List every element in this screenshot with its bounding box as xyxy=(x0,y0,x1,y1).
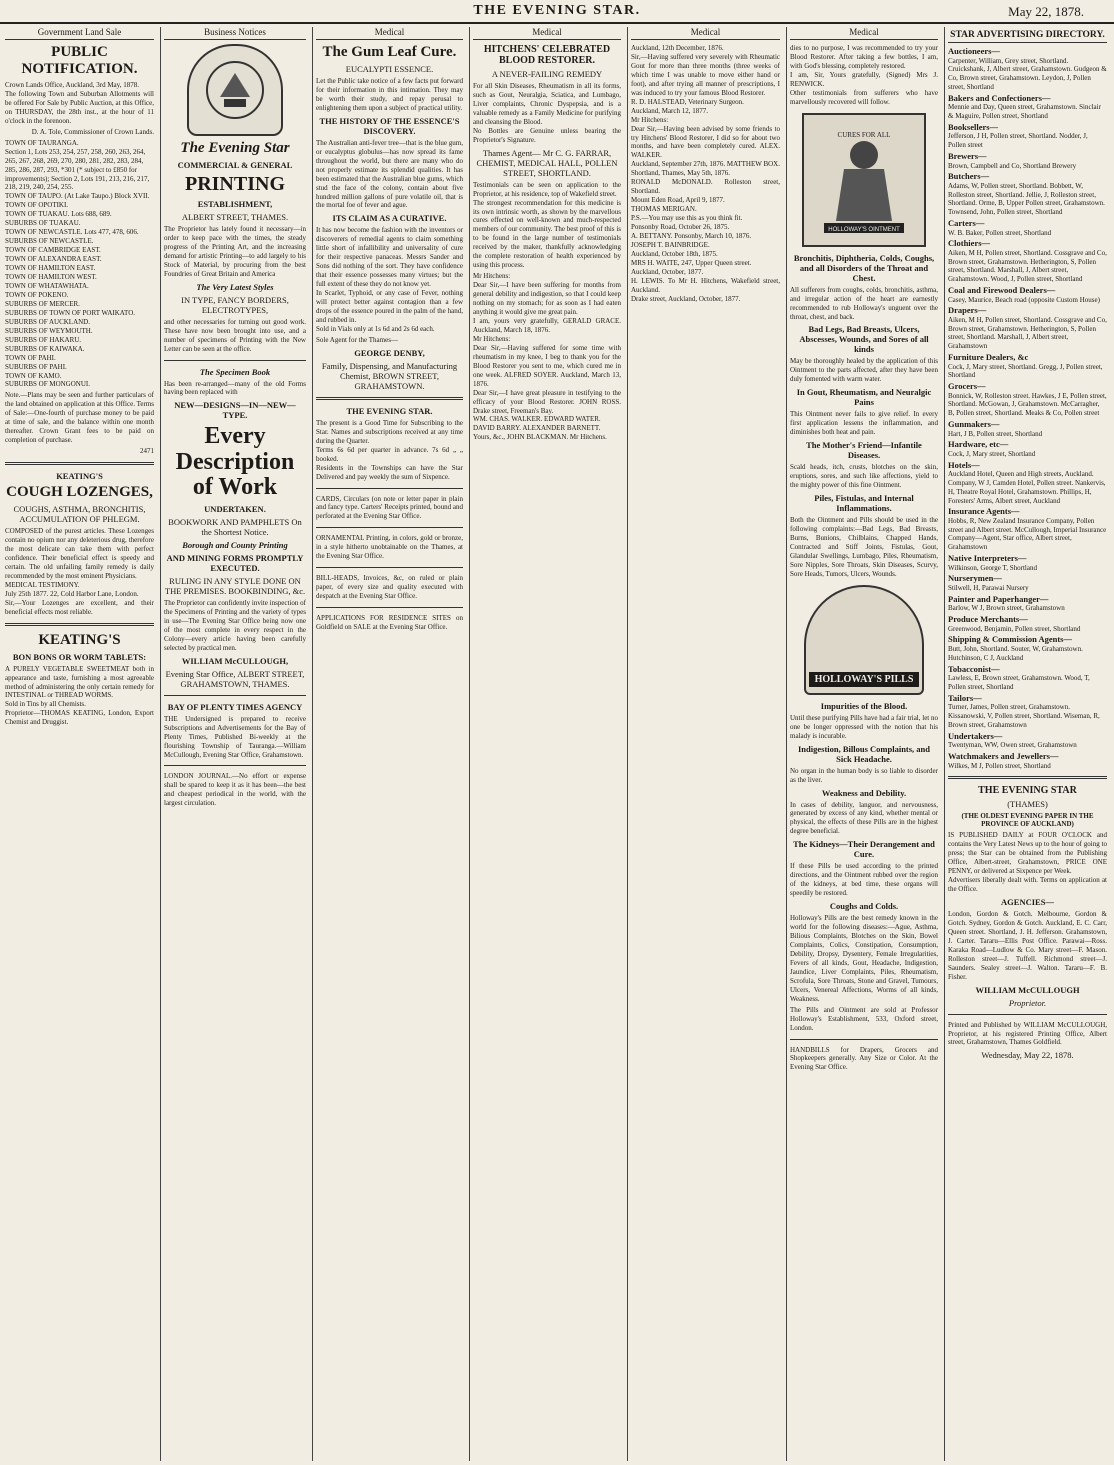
claim-heading: ITS CLAIM AS A CURATIVE. xyxy=(332,213,447,224)
sole-agent-address: Family, Dispensing, and Manufacturing Chemist, BROWN STREET, GRAHAMSTOWN. xyxy=(321,360,458,391)
ornamental-ad: ORNAMENTAL Printing, in colors, gold or bronze, in a style hitherto unobtainable on the Thames, at the Evening Star Office. xyxy=(316,534,463,561)
piles-body: Both the Ointment and Pills should be used in the following complaints:—Bad Legs, Bad Breasts, Burns, Bunions, Chilblains, Chapped Hands, Contracted and Stiff Joints, Fistulas, Gout, Glandular Swellings, Lumbago, Piles, Rheumatism, Sore Nipples, Sore Throats, Skin Diseases, Scurvy, Sore Heads, Tumors, Ulcers, Wounds. xyxy=(790,516,938,578)
directory-items: Jefferson, J H, Pollen street, Shortland. Nodder, J, Pollen street xyxy=(948,132,1088,150)
directory-entry xyxy=(948,439,1107,458)
directory-items: Lawless, E, Brown street, Grahamstown. Wood, T, Pollen street, Shortland xyxy=(948,674,1090,691)
keating-bonbons-body: A PURELY VEGETABLE SWEETMEAT both in appearance and taste, furnishing a most agreeable method of administering the only certain remedy for INTESTINAL or THREAD WORMS. Sold in Tins by all Chemists. Proprietor—THOMAS KEATING, London, Export Chemist and Druggist. xyxy=(5,664,154,727)
column-medical-testimonials xyxy=(627,27,783,1461)
directory-entry xyxy=(948,506,1107,552)
directory-list xyxy=(948,46,1107,770)
latest-styles-sub: IN TYPE, FANCY BORDERS, ELECTROTYPES, xyxy=(181,294,289,315)
column-government-land-sale xyxy=(2,27,157,1461)
directory-items: Turner, James, Pollen street, Grahamstown. Kissanowski, V, Pollen street, Shortland. Wiseman, R, Brown street, Grahamstown xyxy=(948,703,1100,729)
new-designs-line: NEW—DESIGNS—IN—NEW—TYPE. xyxy=(174,400,296,421)
directory-items: Cock, J, Mary street, Shortland. Gregg, J, Pollen street, Shortland xyxy=(948,362,1103,380)
column-header: Government Land Sale xyxy=(5,27,154,40)
directory-category: Butchers— xyxy=(948,171,990,182)
directory-items: Mennie and Day, Queen street, Grahamstown. Sinclair & Maguire, Pollen street, Shortland xyxy=(948,103,1101,120)
london-journal-ad: LONDON JOURNAL.—No effort or expense shall be spared to keep it as it has been—the best and cheapest periodical in the world, with the largest circulation. xyxy=(164,772,306,808)
divider xyxy=(5,462,154,465)
directory-entry xyxy=(948,460,1107,506)
directory-entry xyxy=(948,731,1107,750)
printing-title-2: PRINTING xyxy=(184,173,285,195)
divider xyxy=(316,527,463,528)
gum-leaf-title: The Gum Leaf Cure. xyxy=(322,44,457,60)
directory-category: Carters— xyxy=(948,217,985,228)
directory-items: Butt, John, Shortland. Souter, W, Grahamstown. Hutchinson, C J, Auckland xyxy=(948,645,1083,662)
holloway-pills-illustration xyxy=(804,585,924,695)
directory-category: Furniture Dealers, &c xyxy=(948,351,1029,362)
hitchens-body: Testimonials can be seen on application to the Proprietor, at his residence, top of Wakefield street. The strongest recommendation for this medicine is its own intrinsic worth, as shown by the marvellous cures effected on well-known and much-respected members of our community. The best proof of this is to be found in the large number of testimonials received by the maker, thankfully acknowledging the complete restoration of health experienced by using this process. xyxy=(473,180,621,270)
billheads-ad: BILL-HEADS, Invoices, &c, on ruled or plain paper, of every size and quality executed with despatch at the Evening Star Office. xyxy=(316,574,463,601)
holloway-sold-at: The Pills and Ointment are sold at Professor Holloway's Establishment, 533, Oxford street, London. xyxy=(790,1005,938,1032)
directory-items: Wilkes, M J, Pollen street, Shortland xyxy=(948,761,1051,770)
newspaper-title: THE EVENING STAR. xyxy=(473,3,641,18)
agencies-heading: AGENCIES— xyxy=(1001,896,1054,907)
column-header: Medical xyxy=(790,27,938,40)
hitchens-subtitle: A NEVER-FAILING REMEDY xyxy=(491,69,603,79)
directory-entry xyxy=(948,751,1107,770)
masthead xyxy=(0,0,1114,24)
directory-entry xyxy=(948,664,1107,692)
weakness-body: In cases of debility, languor, and nervousness, generated by excess of any kind, whether mental or physical, the effects of these Pills are in the highest degree beneficial. xyxy=(790,800,938,836)
directory-items: Hart, J B, Pollen street, Shortland xyxy=(948,429,1043,438)
evening-star-subscription-heading: THE EVENING STAR. xyxy=(346,405,433,416)
royal-crest-icon xyxy=(187,44,283,136)
directory-category: Auctioneers— xyxy=(948,46,1000,56)
land-sale-listing: TOWN OF TAURANGA. Section 1, Lots 253, 254, 257, 258, 260, 263, 264, 265, 267, 268, 269, 270, 280, 281, 282, 283, 284, 285, 286, 287, 293, *301 (* subject to £850 for improvements); Section 2, Lots 191, 213, 216, 217, 218, 219, 240, 254, 255. TOWN OF TAUPO. (At Lake Taupo.) Block XVII. TOWN OF OPOTIKI. TOWN OF TUAKAU. Lots 688, 689. SUBURBS OF TUAKAU. TOWN OF NEWCASTLE. Lots 477, 478, 606. SUBURBS OF NEWCASTLE. TOWN OF CAMBRIDGE EAST. TOWN OF ALEXANDRA EAST. TOWN OF HAMILTON EAST. TOWN OF HAMILTON WEST. TOWN OF WHATAWHATA. TOWN OF POKENO. SUBURBS OF MERCER. SUBURBS OF TOWN OF PORT WAIKATO. SUBURBS OF AUCKLAND. SUBURBS OF WEYMOUTH. SUBURBS OF HAKARU. SUBURBS OF KAIWAKA. TOWN OF PAHI. SUBURBS OF PAHI. TOWN OF KAMO. SUBURBS OF MONGONUI. xyxy=(5,138,150,389)
directory-category: Drapers— xyxy=(948,305,987,316)
divider xyxy=(316,607,463,608)
printing-body-3: The Proprietor can confidently invite inspection of the Specimens of Printing and the variety of types in use—The Evening Star Office being now one of the most complete in every respect in the Colony—every article having been carefully selected by practical men. xyxy=(164,599,306,652)
gout-heading: In Gout, Rheumatism, and Neuralgic Pains xyxy=(796,387,932,408)
directory-items: Barlow, W J, Brown street, Grahamstown xyxy=(948,604,1065,613)
directory-entry xyxy=(948,352,1107,380)
issue-date: May 22, 1878. xyxy=(1008,4,1084,19)
handbills-ad: HANDBILLS for Drapers, Grocers and Shopkeepers generally. Any Size or Color. At the Evening Star Office. xyxy=(790,1045,938,1072)
evening-star-heading: THE EVENING STAR xyxy=(978,785,1077,797)
directory-items: Adams, W, Pollen street, Shortland. Bobbett, W, Rolleston street, Shortland. Jellie, J, Rolleston street, Shortland. Orme, B, Upper Pollen street, Grahamstown. Townsend, John, Pollen street, Shortland xyxy=(948,181,1105,217)
directory-entry xyxy=(948,693,1107,730)
weakness-heading: Weakness and Debility. xyxy=(821,787,907,798)
directory-entry xyxy=(948,573,1107,592)
directory-items: Wilkinson, George T, Shortland xyxy=(948,563,1037,572)
directory-items: Carpenter, William, Grey street, Shortland. Cruickshank, J, Albert street, Grahamstown. Gudgeon & Co, Brown street, Grahamstown. Leydon, J, Pollen street, Shortland xyxy=(948,56,1107,91)
keating-body: COMPOSED of the purest articles. These Lozenges contain no opium nor any deleterious drug, therefore the most delicate can take them with perfect confidence. Their beneficial effect is speedy and certain. The old unfailing family remedy is daily recommended by the most eminent Physicians. MEDICAL TESTIMONY. July 25th 1877. 22, Cold Harbor Lane, London. Sir,—Your Lozenges are excellent, and their beneficial effects most reliable. xyxy=(5,527,154,616)
notice-signature: D. A. Tole, Commissioner of Crown Lands. xyxy=(31,127,154,136)
divider xyxy=(790,1039,938,1040)
directory-entry xyxy=(948,218,1107,237)
directory-items: Stilwell, H, Parawai Nursery xyxy=(948,583,1029,592)
directory-items: W. B. Baker, Pollen street, Shortland xyxy=(948,228,1052,237)
printing-title-1: COMMERCIAL & GENERAL xyxy=(177,160,293,170)
mining-forms-line: AND MINING FORMS PROMPTLY EXECUTED. xyxy=(166,553,304,573)
directory-category: Nurserymen— xyxy=(948,573,1002,584)
printing-address: ALBERT STREET, THAMES. xyxy=(181,212,289,222)
evening-star-oldest: (THE OLDEST EVENING PAPER IN THE PROVINCE OF AUCKLAND) xyxy=(961,812,1094,829)
borough-printing-heading: Borough and County Printing xyxy=(182,540,288,550)
divider xyxy=(948,776,1107,779)
coughs-heading: Coughs and Colds. xyxy=(829,901,899,912)
impurities-body: Until these purifying Pills have had a fair trial, let no one be longer oppressed with the notion that his malady is incurable. xyxy=(790,713,938,740)
indigestion-body: No organ in the human body is so liable to disorder as the liver. xyxy=(790,766,938,784)
directory-category: Tobacconist— xyxy=(948,663,1000,674)
directory-entry xyxy=(948,553,1107,572)
column-header: Medical xyxy=(631,27,780,40)
column-medical-holloway xyxy=(786,27,941,1461)
ruling-line: RULING IN ANY STYLE DONE ON THE PREMISES. BOOKBINDING, &c. xyxy=(164,576,306,596)
column-header: Medical xyxy=(473,27,621,40)
directory-entry xyxy=(948,419,1107,438)
directory-category: Insurance Agents— xyxy=(948,506,1020,517)
directory-items: Aiken, M H, Pollen street, Shortland. Cossgrave and Co, Brown street, Grahamstown. Hetherington, S, Pollen street, Shortland. Marshall, J, Albert street, Grahamstown xyxy=(948,315,1107,351)
column-header: Business Notices xyxy=(164,27,306,40)
undertaken-line: UNDERTAKEN. xyxy=(204,504,266,514)
keating-subtitle: COUGHS, ASTHMA, BRONCHITIS, ACCUMULATION OF PHLEGM. xyxy=(13,504,146,525)
directory-items: Casey, Maurice, Beach road (opposite Custom House) xyxy=(948,295,1100,304)
directory-entry xyxy=(948,305,1107,351)
hitchens-title: HITCHENS' CELEBRATED BLOOD RESTORER. xyxy=(483,44,611,66)
hitchens-agent: Thames Agent— Mr C. G. FARRAR, CHEMIST, MEDICAL HALL, POLLEN STREET, SHORTLAND. xyxy=(476,147,618,178)
hitchens-testimonials: Mr Hitchens: Dear Sir,—I have been suffering for months from general debility and indigestion, so that I could keep nothing on my stomach; for as soon as I had eaten anything it would give me great pain. I am, yours very gratefully, GERALD GRACE. Auckland, March 18, 1876. Mr Hitchens: Dear Sir,—Having suffered for some time with rheumatism in my knee, I beg to thank you for the Blood Restorer you sent to me, which cured me in one week. ALFRED SOYER. Auckland, March 13, 1876. Dear Sir,—I have great pleasure in testifying to the efficacy of your Blood Restorer. JOHN ROSS. Drake street, Freeman's Bay. WM. CHAS. WALKER. EDWARD WATER. DAVID BARRY. ALEXANDER BARNETT. Yours, &c., JOHN BLACKMAN. Mr Hitchens. xyxy=(473,272,621,442)
directory-items: Twentyman, WW, Owen street, Grahamstown xyxy=(948,741,1077,750)
directory-entry xyxy=(948,634,1107,662)
divider xyxy=(164,360,306,361)
evening-star-subscription-body: The present is a Good Time for Subscribing to the Star. Names and subscriptions received at any time during the Quarter. Terms 6s 6d per quarter in advance. 7s 6d „ „ booked. Residents in the Townships can have the Star Delivered and pay weekly the sum of Sixpence. xyxy=(316,418,463,481)
column-advertising-directory xyxy=(944,27,1110,1461)
agencies-list: London, Gordon & Gotch. Melbourne, Gordon & Gotch. Sydney, Gordon & Gotch. Auckland, E. C. Carr, Queen street. Shortland, J. H. Jefferson. Grahamstown, J. Carter. Tararu—Ellis Post Office. Parawai—Ross. Karaka Road—Ludlow & Co. Mary street—F. Mason. Rolleston street—J. Tuffell. Richmond street—J. Saunders. Sealey street—J. Walton. Tararu—F. B. Fisher. xyxy=(948,909,1107,981)
directory-entry xyxy=(948,594,1107,613)
directory-entry xyxy=(948,151,1107,170)
directory-category: Gunmakers— xyxy=(948,418,1000,429)
directory-items: Aiken, M H, Pollen street, Shortland. Cossgrave and Co, Brown street, Grahamstown. Hetherington, S, Pollen street, Shortland. Marshall, J, Albert street, Grahamstown. Wood, J, Pollen street, Shortland xyxy=(948,248,1107,284)
sole-agent-label: Sole Agent for the Thames— xyxy=(316,335,398,344)
svg-text:HOLLOWAY'S OINTMENT: HOLLOWAY'S OINTMENT xyxy=(828,226,900,233)
gout-body: This Ointment never fails to give relief. In every first application lessens the inflammation, and diminishes both heat and pain. xyxy=(790,410,938,437)
column-medical-gum-leaf xyxy=(312,27,466,1461)
directory-title: STAR ADVERTISING DIRECTORY. xyxy=(948,30,1107,43)
directory-category: Brewers— xyxy=(948,150,987,161)
directory-category: Hotels— xyxy=(948,459,980,470)
bad-legs-heading: Bad Legs, Bad Breasts, Ulcers, Abscesses, Wounds, and Sores of all kinds xyxy=(799,324,929,355)
directory-category: Undertakers— xyxy=(948,730,1003,741)
keating-bonbons-subtitle: BON BONS OR WORM TABLETS: xyxy=(12,651,147,662)
directory-entry xyxy=(948,46,1107,92)
svg-text:CURES FOR ALL: CURES FOR ALL xyxy=(837,130,891,139)
latest-styles-heading: The Very Latest Styles xyxy=(196,281,274,292)
keating-heading: KEATING'S xyxy=(56,471,103,482)
bad-legs-body: May be thoroughly healed by the application of this Ointment to the parts affected, after they have been duly fomented with warm water. xyxy=(790,357,938,384)
impurities-heading: Impurities of the Blood. xyxy=(820,700,908,711)
proprietor-title: Proprietor. xyxy=(1008,997,1047,1008)
directory-entry xyxy=(948,171,1107,217)
proprietor-name: WILLIAM McCULLOUGH xyxy=(975,984,1080,995)
proprietor-name: WILLIAM McCULLOUGH, xyxy=(181,655,289,666)
divider xyxy=(948,1014,1107,1015)
directory-items: Hobbs, R, New Zealand Insurance Company, Pollen street and Albert street. McCullough, Imperial Insurance Company—Agent, Star office, Albert street, Grahamstown xyxy=(948,516,1107,552)
directory-category: Grocers— xyxy=(948,381,986,391)
directory-entry xyxy=(948,614,1107,633)
directory-entry xyxy=(948,238,1107,284)
gum-leaf-intro: Let the Public take notice of a few facts put forward for their information in this intimation. They may be worth their study, and repay perusal to enlightening them upon a subject of practical utility. xyxy=(316,77,463,112)
evening-star-publication-info: IS PUBLISHED DAILY at FOUR O'CLOCK and contains the Very Latest News up to the hour of going to press; the Star can be obtained from the Publishing Office, Albert-street, Grahamstown, PRICE ONE PENNY, or delivered at Sixpence per Week. Advertisers liberally dealt with. Terms on application at the Office. xyxy=(948,831,1107,893)
printing-body: The Proprietor has lately found it necessary—in order to keep pace with the times, the steady progress of the Printing Art, and the increasing demand for artistic Printing—to add largely to his Stock of Material, by procuring from the best Foundries of Great Britain and America xyxy=(164,225,306,278)
history-body: The Australian anti-fever tree—that is the blue gum, or eucalyptus globulus—has now spread its fame throughout the world, but there are many who do not properly estimate its splendid qualities. It has been estimated that the Australian blue gums, which stud the face of the colony, contain about five hundred million gallons of pure volatile oil, that is the mortal foe of fever and ague. xyxy=(316,138,463,210)
divider xyxy=(164,695,306,696)
directory-category: Produce Merchants— xyxy=(948,614,1028,624)
directory-category: Painter and Paperhanger— xyxy=(948,593,1049,604)
holloway-pills-banner: HOLLOWAY'S PILLS xyxy=(809,672,920,687)
column-medical-hitchens xyxy=(469,27,624,1461)
cards-ad: CARDS, Circulars (on note or letter paper in plain and fancy type. Carters' Receipts printed, bound and perforated at the Evening Star Office. xyxy=(316,494,463,521)
directory-category: Bakers and Confectioners— xyxy=(948,92,1051,103)
holloway-ointment-illustration xyxy=(802,113,926,247)
directory-category: Shipping & Commission Agents— xyxy=(948,634,1072,645)
directory-entry xyxy=(948,122,1107,150)
printing-body-2: and other necessaries for turning out good work. These have now been brought into use, and a number of specimens of Printing with the New Letter can be seen at the office. xyxy=(164,317,306,353)
testimonial-letters: Auckland, 12th December, 1876. Sir,—Having suffered very severely with Rheumatic Gout for more than three months (three weeks of which time I was unable to move either hand or foot), and after trying all manner of prescriptions, I was induced to try your famous Blood Restorer. R. D. HALSTEAD, Veterinary Surgeon. Auckland, March 12, 1877. Mr Hitchens: Dear Sir,—Having been advised by some friends to try Hitchens' Blood Restorer, I did so for about two months, and have been completely cured. ALEX. WALKER. Auckland, September 27th, 1876. MATTHEW BOX. Shortland, Thames, May 5th, 1876. RONALD McDONALD. Rolleston street, Shortland. Mount Eden Road, April 9, 1877. THOMAS MERIGAN. P.S.—You may use this as you think fit. Ponsonby Road, October 26, 1875. A. BETTANY. Ponsonby, March 10, 1876. JOSEPH T. BAINBRIDGE. Auckland, October 18th, 1875. MRS H. WAITE, 247, Upper Queen street. Auckland, October, 1877. H. LEWIS. To Mr H. Hitchens, Wakefield street, Auckland. Drake street, Auckland, October, 1877. xyxy=(631,44,780,303)
divider xyxy=(316,488,463,489)
renwick-letter: dies to no purpose, I was recommended to try your Blood Restorer. After taking a few bottles, I am, with God's blessing, completely restored. I am, Sir, Yours gratefully, (Signed) Mrs J. RENWICK. Other testimonials from sufferers who have marvellously recovered will follow. xyxy=(790,44,938,106)
proprietor-address: Evening Star Office, ALBERT STREET, GRAHAMSTOWN, THAMES. xyxy=(165,668,305,689)
bop-agency-heading: BAY OF PLENTY TIMES AGENCY xyxy=(167,701,303,712)
directory-items: Greenwood, Benjamin, Pollen street, Shortland xyxy=(948,624,1081,633)
directory-category: Tailors— xyxy=(948,692,982,703)
keating-cough-lozenges-title: COUGH LOZENGES, xyxy=(6,484,153,501)
keating-bonbons-heading: KEATING'S xyxy=(38,631,121,648)
ad-code: 2471 xyxy=(140,447,154,456)
printing-title-3: ESTABLISHMENT, xyxy=(197,199,273,209)
directory-category: Clothiers— xyxy=(948,238,991,249)
bronchitis-body: All sufferers from coughs, colds, bronchitis, asthma, and irregular action of the heart are earnestly recommended to rub Holloway's unguent over the throat, chest, and back. xyxy=(790,285,938,321)
land-sale-note: Note.—Plans may be seen and further particulars of the land obtained on application at this Office. Terms of Sale:—One-fourth of purchase money to be paid at time of sale, and the balance within one month thereafter. Crown Grant fees to be paid on completion of purchase. xyxy=(5,391,154,445)
claim-body: It has now become the fashion with the inventors or discoverers of remedial agents to claim something little short of infallibility and universality of cure for their respective panaceas. Messrs Sander and Sons did nothing of the sort. They have confidence that their essence possesses many virtues; but the full extent of these they do not know yet. In Scarlet, Typhoid, or any case of Fever, nothing will protect better against contagion than a few drops of the essence poured in the palm of the hand, and rubbed in. Sold in Vials only at 1s 6d and 2s 6d each. xyxy=(316,226,463,333)
directory-category: Watchmakers and Jewellers— xyxy=(948,750,1059,761)
directory-category: Hardware, etc— xyxy=(948,439,1009,450)
printer-imprint: Printed and Published by WILLIAM McCULLOUGH, Proprietor, at his registered Printing Office, Albert street, Grahamstown, Thames Goldfield. xyxy=(948,1020,1107,1047)
bop-agency-body: THE Undersigned is prepared to receive Subscriptions and Advertisements for the Bay of Plenty Times, Published Bi-weekly at the flourishing Township of Tauranga.—William McCullough, Evening Star Office, Grahamstown. xyxy=(164,714,306,759)
page-columns xyxy=(2,27,1112,1461)
directory-category: Booksellers— xyxy=(948,121,999,132)
kidneys-body: If these Pills be used according to the printed directions, and the Ointment rubbed over the region of the kidneys, at bed time, these organs will speedily be restored. xyxy=(790,862,938,898)
divider xyxy=(316,567,463,568)
directory-items: Auckland Hotel, Queen and High streets, Auckland. Company, W J, Camden Hotel, Pollen street. Nankervis, H, Theatre Royal Hotel, Grahamstown. Phillips, H, Foresters' Arms, Albert street, Auckland xyxy=(948,470,1106,505)
mothers-friend-body: Scald heads, itch, crusts, blotches on the skin, eruptions, sores, and such like affections, yield to the mighty power of this fine Ointment. xyxy=(790,463,938,490)
column-business-notices xyxy=(160,27,309,1461)
directory-category: Coal and Firewood Dealers— xyxy=(948,284,1056,295)
imprint-date: Wednesday, May 22, 1878. xyxy=(981,1050,1074,1061)
notice-intro: Crown Lands Office, Auckland, 3rd May, 1878. The following Town and Suburban Allotments will be offered For Sale by Public Auction, at this Office, on THURSDAY, the 28th inst., at the hour of 11 o'clock in the forenoon. xyxy=(5,81,154,125)
evening-star-location: (THAMES) xyxy=(1007,799,1048,810)
bookwork-line: BOOKWORK AND PAMPHLETS On the Shortest Notice. xyxy=(168,517,302,537)
divider xyxy=(164,765,306,766)
piles-heading: Piles, Fistulas, and Internal Inflammations. xyxy=(814,493,914,514)
evening-star-gothic-title: The Evening Star xyxy=(180,140,290,156)
hitchens-intro: For all Skin Diseases, Rheumatism in all its forms, such as Gout, Neuralgia, Sciatica, and Lumbago, Liver complaints, Chronic Dyspepsia, and is a valuable remedy as a Family Medicine for purifying and cleansing the Blood. No Bottles are Genuine unless bearing the Proprietor's Signature. xyxy=(473,82,621,144)
mothers-friend-heading: The Mother's Friend—Infantile Diseases. xyxy=(806,440,922,461)
bronchitis-heading: Bronchitis, Diphtheria, Colds, Coughs, and all Disorders of the Throat and Chest. xyxy=(793,252,935,283)
directory-items: Cock, J, Mary street, Shortland xyxy=(948,449,1036,458)
directory-entry xyxy=(948,381,1107,418)
divider xyxy=(5,623,154,626)
directory-entry xyxy=(948,93,1107,121)
specimen-body: Has been re-arranged—many of the old Forms having been replaced with xyxy=(164,379,306,397)
gum-leaf-subtitle: EUCALYPTI ESSENCE. xyxy=(345,64,434,74)
directory-entry xyxy=(948,285,1107,304)
every-description-heading: Every Description of Work xyxy=(175,423,295,500)
column-header: Medical xyxy=(316,27,463,40)
coughs-body: Holloway's Pills are the best remedy known in the world for the following diseases:—Ague, Asthma, Bilious Complaints, Blotches on the Skin, Bowel Complaints, Colics, Constipation, Consumption, Debility, Dropsy, Dysentery, Female Irregularities, Fevers of all kinds, Gout, Headache, Indigestion, Jaundice, Liver Complaints, Piles, Rheumatism, Scrofula, Sore Throats, Stone and Gravel, Tumours, Ulcers, Venereal Affections, Worms of all kinds, Weakness. xyxy=(790,914,938,1003)
directory-category: Native Interpreters— xyxy=(948,552,1027,563)
indigestion-heading: Indigestion, Billous Complaints, and Sick Headache. xyxy=(797,743,931,764)
sole-agent-name: GEORGE DENBY, xyxy=(354,347,425,358)
applications-ad: APPLICATIONS FOR RESIDENCE SITES on Goldfield on SALE at the Evening Star Office. xyxy=(316,614,463,632)
directory-items: Bonnick, W, Rolleston street. Hawkes, J E, Pollen street, Shortland. McGowan, J, Grahamstown. McCarragher, B, Pollen street, Shortland. Meaks & Co, Pollen street xyxy=(948,391,1107,418)
history-heading: THE HISTORY OF THE ESSENCE'S DISCOVERY. xyxy=(319,115,460,136)
specimen-book-heading: The Specimen Book xyxy=(199,366,271,377)
notice-title: PUBLIC NOTIFICATION. xyxy=(21,44,138,77)
directory-items: Brown, Campbell and Co, Shortland Brewery xyxy=(948,161,1077,170)
divider xyxy=(316,397,463,400)
kidneys-heading: The Kidneys—Their Derangement and Cure. xyxy=(793,839,935,860)
